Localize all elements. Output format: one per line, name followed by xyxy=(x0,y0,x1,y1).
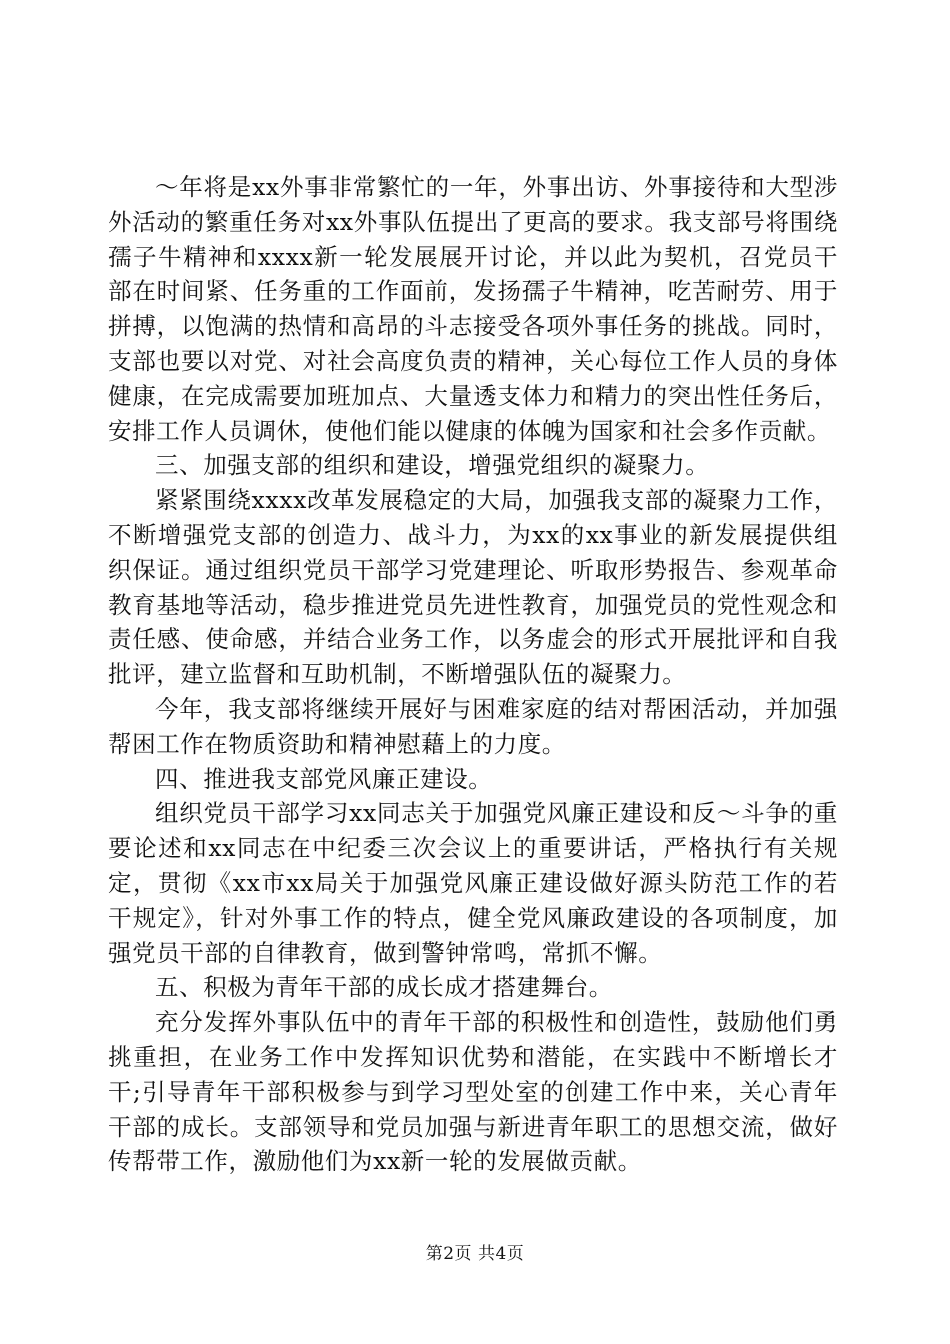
paragraph-workload: ～年将是xx外事非常繁忙的一年，外事出访、外事接待和大型涉外活动的繁重任务对xx外事队伍提出了更高的要求。我支部号将围绕孺子牛精神和xxxx新一轮发展展开讨论，并以此为契机，召党员干部在时间紧、任务重的工作面前，发扬孺子牛精神，吃苦耐劳、用于拼搏，以饱满的热情和高昂的斗志接受各项外事任务的挑战。同时，支部也要以对党、对社会高度负责的精神，关心每位工作人员的身体健康，在完成需要加班加点、大量透支体力和精力的突出性任务后，安排工作人员调休，使他们能以健康的体魄为国家和社会多作贡献。 xyxy=(108,173,838,445)
page-number-footer: 第2页 共4页 xyxy=(425,1244,525,1264)
section-heading-organization: 三、加强支部的组织和建设，增强党组织的凝聚力。 xyxy=(155,451,710,480)
paragraph-cohesion: 紧紧围绕xxxx改革发展稳定的大局，加强我支部的凝聚力工作，不断增强党支部的创造力、战斗力，为xx的xx事业的新发展提供组织保证。通过组织党员干部学习党建理论、听取形势报告、参观革命教育基地等活动，稳步推进党员先进性教育，加强党员的党性观念和责任感、使命感，并结合业务工作，以务虚会的形式开展批评和自我批评，建立监督和互助机制，不断增强队伍的凝聚力。 xyxy=(108,486,838,689)
paragraph-assistance: 今年，我支部将继续开展好与困难家庭的结对帮困活动，并加强帮困工作在物质资助和精神慰藉上的力度。 xyxy=(108,694,838,758)
section-heading-youth: 五、积极为青年干部的成长成才搭建舞台。 xyxy=(155,973,613,1002)
document-body xyxy=(108,170,838,1179)
section-heading-integrity: 四、推进我支部党风廉正建设。 xyxy=(155,764,493,793)
paragraph-youth: 充分发挥外事队伍中的青年干部的积极性和创造性，鼓励他们勇挑重担，在业务工作中发挥知识优势和潜能，在实践中不断增长才干;引导青年干部积极参与到学习型处室的创建工作中来，关心青年干部的成长。支部领导和党员加强与新进青年职工的思想交流，做好传帮带工作，激励他们为xx新一轮的发展做贡献。 xyxy=(108,1008,838,1176)
paragraph-integrity: 组织党员干部学习xx同志关于加强党风廉正建设和反～斗争的重要论述和xx同志在中纪委三次会议上的重要讲话，严格执行有关规定，贯彻《xx市xx局关于加强党风廉正建设做好源头防范工作的若干规定》，针对外事工作的特点，健全党风廉政建设的各项制度，加强党员干部的自律教育，做到警钟常鸣，常抓不懈。 xyxy=(108,799,838,967)
